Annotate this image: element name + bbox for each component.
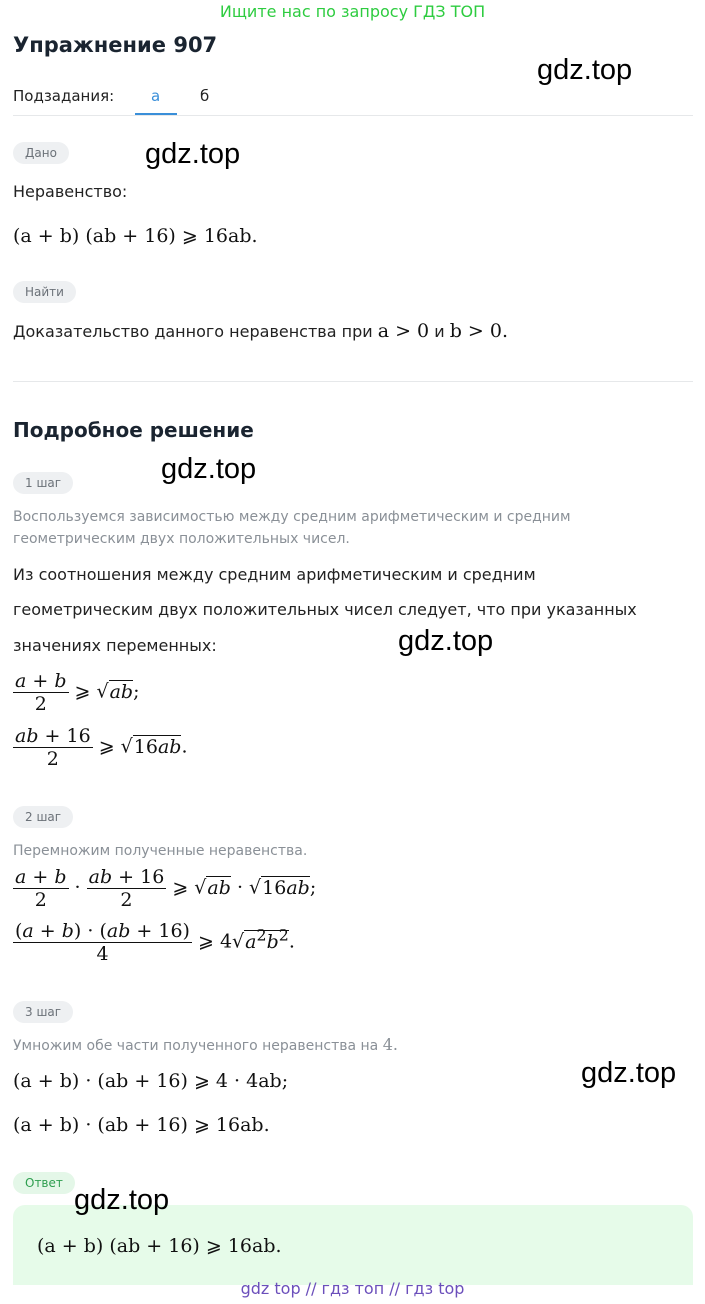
find-cond-b: b > 0. (449, 320, 509, 342)
step-1-line-2: геометрическим двух положительных чисел следует, что при указанных (13, 600, 637, 619)
step-3-hint-number: 4. (382, 1035, 398, 1054)
watermark: gdz.top (161, 453, 257, 485)
watermark: gdz.top (581, 1057, 677, 1089)
step-2-formula-2: $\frac{(a + b) \cdot (ab + 16)}{4}$ ⩾ $4√a^2b^2$. (15, 920, 295, 965)
answer-expression: (a + b) (ab + 16) ⩾ 16ab. (37, 1235, 282, 1257)
step-1-formula-1: $\frac{a + b}{2}$ ⩾ √ab; (15, 670, 140, 715)
step-1-line-3: значениях переменных: (13, 636, 217, 655)
watermark: gdz.top (74, 1184, 170, 1216)
step-3-formula-1: (a + b) · (ab + 16) ⩾ 4 · 4ab; (13, 1070, 289, 1092)
step-2-formula-1: $\frac{a + b}{2}$ · $\frac{ab + 16}{2}$ ⩾ √ab · √16ab; (15, 866, 317, 911)
step-2-hint: Перемножим полученные неравенства. (13, 843, 308, 859)
given-expression: (a + b) (ab + 16) ⩾ 16ab. (13, 225, 258, 247)
step-3-badge: 3 шаг (13, 1001, 73, 1023)
find-badge: Найти (13, 281, 76, 303)
watermark: gdz.top (145, 138, 241, 170)
given-badge: Дано (13, 142, 69, 164)
search-banner: Ищите нас по запросу ГДЗ ТОП (219, 2, 486, 21)
given-label: Неравенство: (13, 182, 128, 201)
footer-links[interactable]: gdz top // гдз топ // гдз top (240, 1279, 465, 1298)
answer-badge: Ответ (13, 1172, 75, 1194)
solution-title: Подробное решение (13, 418, 254, 442)
find-text (13, 320, 508, 342)
step-1-hint: Воспользуемся зависимостью между средним арифметическим и средним геометрическим двух положительных чисел. (13, 509, 571, 547)
watermark: gdz.top (398, 625, 494, 657)
step-1-formula-2: $\frac{ab + 16}{2}$ ⩾ √16ab. (15, 725, 188, 770)
find-conj: и (434, 322, 445, 341)
step-3-formula-2: (a + b) · (ab + 16) ⩾ 16ab. (13, 1114, 270, 1136)
page-title: Упражнение 907 (13, 33, 218, 57)
step-1-badge: 1 шаг (13, 472, 73, 494)
tab-subtask-b[interactable]: б (200, 87, 210, 105)
tab-subtask-a[interactable]: а (151, 87, 161, 105)
subtasks-label: Подзадания: (13, 87, 115, 105)
step-3-hint (13, 1034, 398, 1057)
divider (13, 115, 693, 116)
step-3-hint-text: Умножим обе части полученного неравенства на (13, 1038, 379, 1054)
step-1-line-1: Из соотношения между средним арифметическим и средним (13, 565, 536, 584)
step-2-badge: 2 шаг (13, 806, 73, 828)
find-cond-a: a > 0 (377, 320, 430, 342)
watermark: gdz.top (537, 54, 633, 86)
divider (13, 381, 693, 382)
find-text-lead: Доказательство данного неравенства при (13, 322, 373, 341)
